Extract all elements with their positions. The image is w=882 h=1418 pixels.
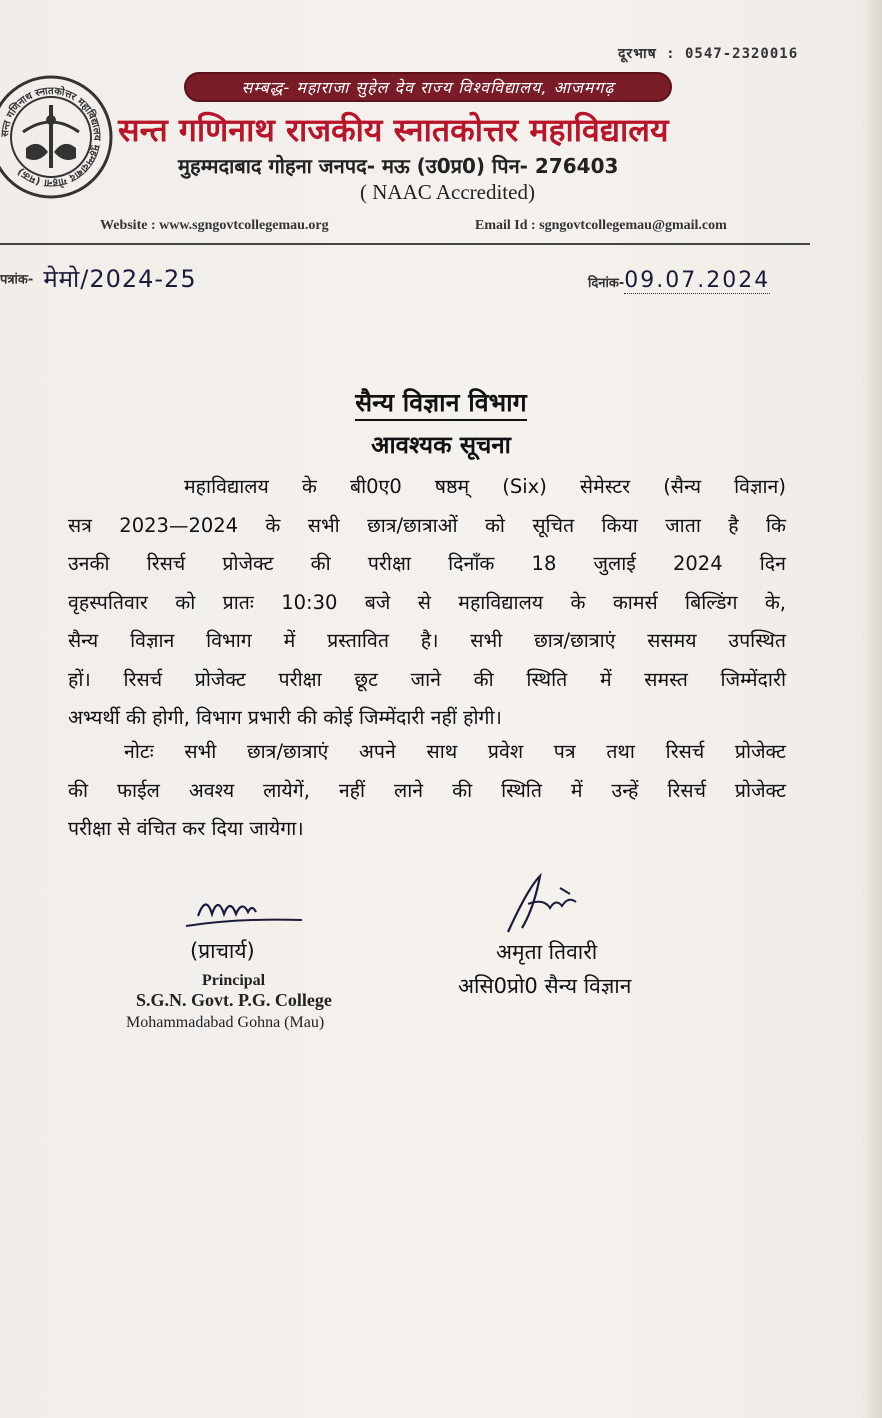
faculty-signature-icon xyxy=(498,868,588,940)
note-line: की फाईल अवश्य लायेगें, नहीं लाने की स्थिति में उन्हें रिसर्च प्रोजेक्ट xyxy=(68,778,786,802)
college-name: सन्त गणिनाथ राजकीय स्नातकोत्तर महाविद्यालय xyxy=(118,111,669,149)
faculty-designation: असि0प्रो0 सैन्य विज्ञान xyxy=(458,974,632,998)
body-line: अभ्यर्थी की होगी, विभाग प्रभारी की कोई जिम्मेंदारी नहीं होगी। xyxy=(68,706,502,729)
body-line: वृहस्पतिवार को प्रातः 10:30 बजे से महाविद्यालय के कामर्स बिल्डिंग के, xyxy=(68,590,786,614)
body-line: सत्र 2023—2024 के सभी छात्र/छात्राओं को सूचित किया जाता है कि xyxy=(68,513,786,537)
college-logo-icon xyxy=(0,60,114,214)
college-address: मुहम्मदाबाद गोहना जनपद- मऊ (उ0प्र0) पिन- 276403 xyxy=(178,154,619,178)
notice-body xyxy=(68,468,786,738)
letter-number-label: पत्रांक- xyxy=(0,272,34,288)
website-link[interactable]: Website : www.sgngovtcollegemau.org xyxy=(100,218,329,233)
principal-signature-icon xyxy=(178,890,308,935)
college-name-english: S.G.N. Govt. P.G. College xyxy=(136,990,332,1010)
note-line: नोटः सभी छात्र/छात्राएं अपने साथ प्रवेश पत्र तथा रिसर्च प्रोजेक्ट xyxy=(124,740,786,763)
naac-accreditation: ( NAAC Accredited) xyxy=(360,180,535,204)
body-line: महाविद्यालय के बी0ए0 षष्ठम् (Six) सेमेस्टर (सैन्य विज्ञान) xyxy=(184,475,786,498)
svg-text:सन्त गणिनाथ स्नातकोत्तर महाविद: सन्त गणिनाथ स्नातकोत्तर महाविद्यालय मुहम्मदाबाद गोहना (मऊ) xyxy=(0,85,103,189)
department-title: सैन्य विज्ञान विभाग xyxy=(355,388,526,421)
letter-number-value: मेमो/2024-25 xyxy=(43,265,197,293)
principal-title-english: Principal xyxy=(202,972,266,989)
department-heading xyxy=(0,385,882,419)
contact-row xyxy=(100,218,810,240)
body-line: हों। रिसर्च प्रोजेक्ट परीक्षा छूट जाने की स्थिति में समस्त जिम्मेंदारी xyxy=(68,667,786,691)
header-divider xyxy=(0,243,810,245)
email-link[interactable]: Email Id : sgngovtcollegemau@gmail.com xyxy=(475,218,727,233)
date-value: 09.07.2024 xyxy=(624,268,771,293)
university-affiliation-banner: सम्बद्ध- महाराजा सुहेल देव राज्य विश्वविद्यालय, आजमगढ़ xyxy=(184,72,672,102)
note-line: परीक्षा से वंचित कर दिया जायेगा। xyxy=(68,817,304,840)
notice-note xyxy=(68,733,786,849)
notice-title: आवश्यक सूचना xyxy=(371,431,511,459)
date-label: दिनांक- xyxy=(588,276,625,291)
body-line: उनकी रिसर्च प्रोजेक्ट की परीक्षा दिनाँक 18 जुलाई 2024 दिन xyxy=(68,552,786,575)
body-line: सैन्य विज्ञान विभाग में प्रस्तावित है। सभी छात्र/छात्राएं ससमय उपस्थित xyxy=(68,629,786,652)
college-place-english: Mohammadabad Gohna (Mau) xyxy=(126,1014,325,1031)
letter-number xyxy=(0,262,197,302)
principal-title-hindi: (प्राचार्य) xyxy=(190,939,255,963)
page-edge-shadow xyxy=(860,0,882,1418)
phone-number: दूरभाष : 0547-2320016 xyxy=(618,46,799,62)
letter-date xyxy=(588,268,770,302)
faculty-name: अमृता तिवारी xyxy=(496,940,598,964)
